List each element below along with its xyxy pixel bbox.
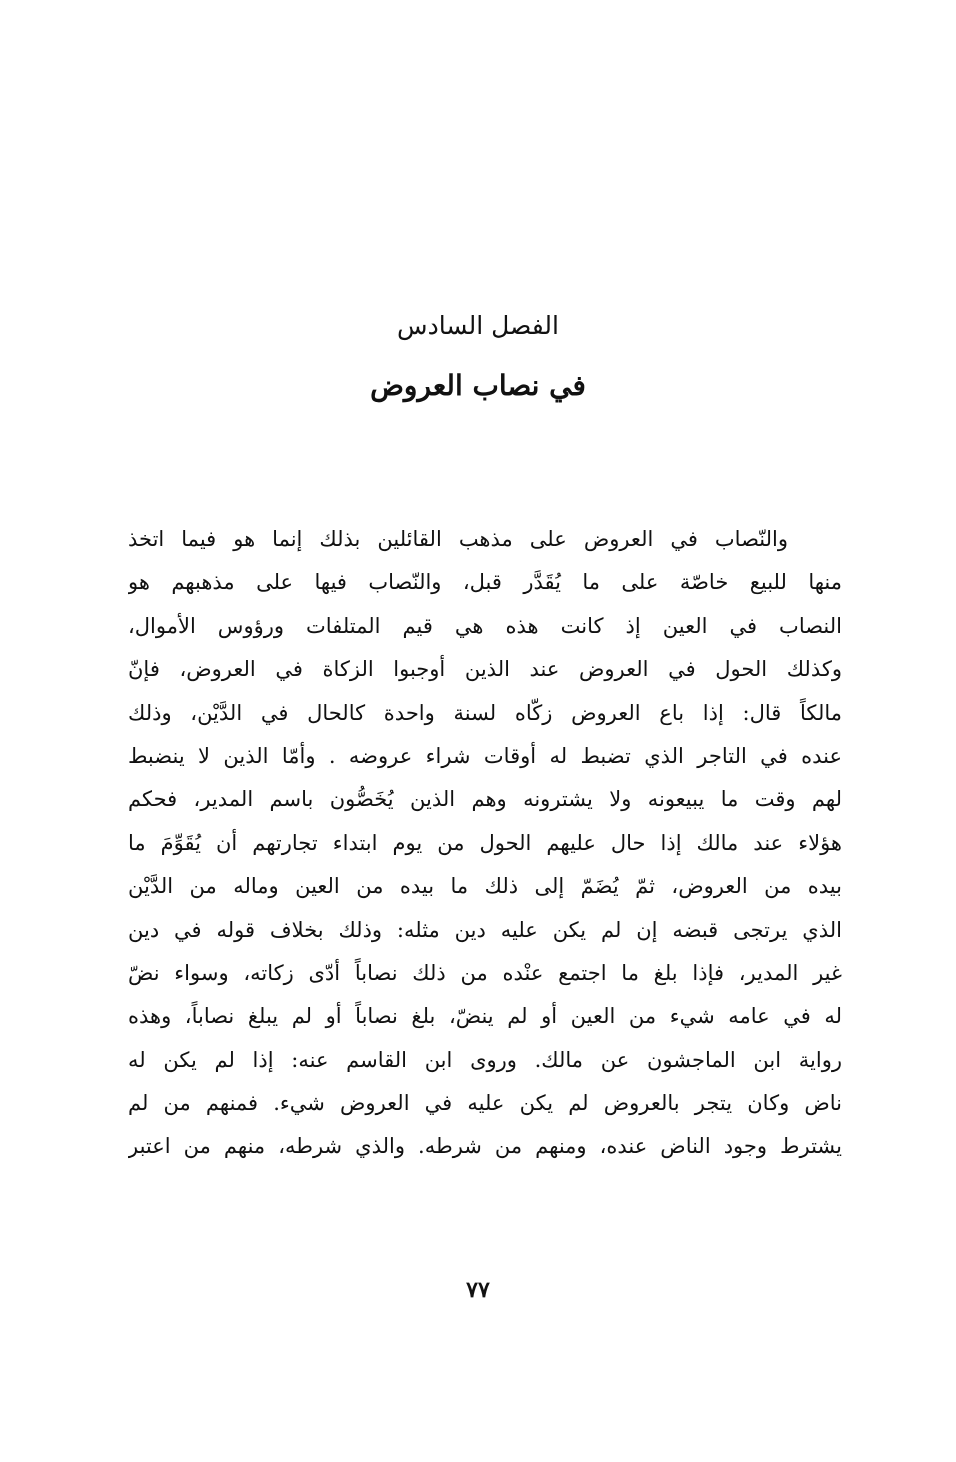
text-line: النصاب في العين إذ كانت هذه هي قيم المتلفات ورؤوس الأموال، bbox=[128, 613, 842, 638]
text-line: هؤلاء عند مالك إذا حال عليهم الحول من يوم ابتداء تجارتهم أن يُقَوِّمَ ما bbox=[128, 830, 842, 855]
text-line: وكذلك الحول في العروض عند الذين أوجبوا الزكاة في العروض، فإنّ bbox=[128, 657, 842, 682]
text-line: بيده من العروض، ثمّ يُضَمّ إلى ذلك ما بيده من العين وماله من الدَّيْن bbox=[128, 874, 842, 899]
text-line: غير المدير، فإذا بلغ ما اجتمع عنْده من ذلك نصاباً أدّى زكاته، وسواء نضّ bbox=[128, 960, 842, 985]
body-paragraph bbox=[128, 518, 842, 1169]
page-number: ٧٧ bbox=[466, 1277, 490, 1303]
text-line: مالكاً قال: إذا باع العروض زكّاه لسنة واحدة كالحال في الدَّيْن، وذلك bbox=[128, 700, 842, 725]
text-line: الذي يرتجى قبضه إن لم يكن عليه دين مثله: وذلك بخلاف قوله في دين bbox=[128, 917, 842, 942]
text-line: ناض وكان يتجر بالعروض لم يكن عليه في العروض شيء. فمنهم من لم bbox=[128, 1091, 842, 1116]
text-line: عنده في التاجر الذي تضبط له أوقات شراء عروضه . وأمّا الذين لا ينضبط bbox=[128, 743, 842, 768]
chapter-label: الفصل السادس bbox=[397, 311, 559, 340]
text-line: لهم وقت ما يبيعونه ولا يشترونه وهم الذين يُخَصُّون باسم المدير، فحكم bbox=[128, 787, 842, 812]
text-line: منها للبيع خاصّة على ما يُقَدَّر قبل، والنّصاب فيها على مذهبهم هو bbox=[128, 570, 842, 595]
text-line: رواية ابن الماجشون عن مالك. وروى ابن القاسم عنه: إذا لم يكن له bbox=[128, 1047, 842, 1072]
text-line: له في عامه شيء من العين أو لم ينضّ، بلغ نصاباً أو لم يبلغ نصاباً، وهذه bbox=[128, 1004, 842, 1029]
chapter-title: في نصاب العروض bbox=[370, 369, 586, 402]
text-line: يشترط وجود الناض عنده، ومنهم من شرطه. والذي شرطه، منهم من اعتبر bbox=[128, 1134, 842, 1159]
text-line: والنّصاب في العروض على مذهب القائلين بذلك إنما هو فيما اتخذ bbox=[128, 527, 788, 551]
